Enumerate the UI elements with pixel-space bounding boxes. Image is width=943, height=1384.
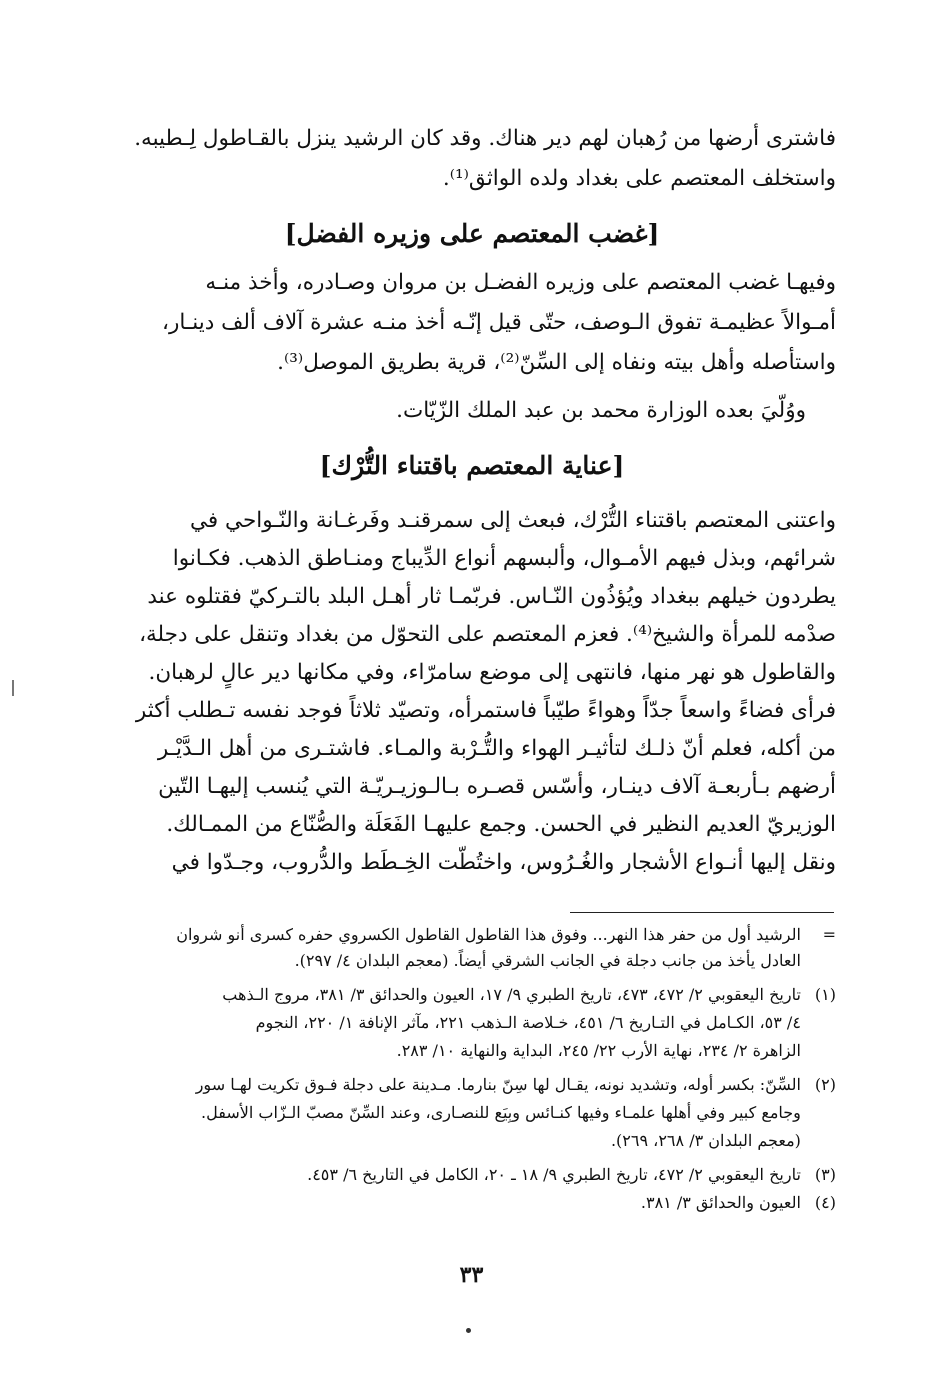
footnote-marker: (٢) bbox=[814, 1075, 836, 1094]
text-line: شرائهم، وبذل فيهم الأمـوال، وألبسهم أنواع الدِّيباج ومنـاطق الذهب. فكـانوا bbox=[172, 546, 836, 571]
section-heading-fadl: [غضب المعتصم على وزيره الفضل] bbox=[284, 219, 660, 248]
scan-edge-mark bbox=[12, 680, 14, 696]
footnote-separator bbox=[570, 912, 834, 913]
footnote-line bbox=[118, 1038, 836, 1064]
footnote-line bbox=[118, 1162, 836, 1188]
footnote-line bbox=[118, 1010, 836, 1036]
text-line: وفيهـا غضب المعتصم على وزيره الفضـل بن مروان وصـادره، وأخذ منـه bbox=[205, 270, 836, 295]
text-line: واستأصله وأهل بيته ونفاه إلى السِّنّ⁽²⁾، قرية بطريق الموصل⁽³⁾. bbox=[277, 350, 836, 375]
footnote-line bbox=[118, 1100, 836, 1126]
scan-dot bbox=[466, 1328, 471, 1333]
text-line: من أكله، فعلم أنّ ذلـك لتأثيـر الهواء والتُّـرْبة والمـاء. فاشتـرى من أهل الـدَّيْـر bbox=[157, 736, 836, 761]
page-number: ٣٣ bbox=[459, 1262, 484, 1288]
footnote-text: ٤/ ٥٣، الكـامل في التـاريخ ٦/ ٤٥١، خـلاصة الـذهب ٢٢١، مآثر الإنافة ١/ ٢٢٠، النجوم bbox=[255, 1013, 801, 1032]
text-line: ووُلّيَ بعده الوزارة محمد بن عبد الملك الزّيّات. bbox=[396, 398, 806, 423]
text-line: والقاطول هو نهر منها، فانتهى إلى موضع سامرّاء، وفي مكانها دير عالٍ لرهبان. bbox=[148, 660, 836, 685]
footnote-text: تاريخ اليعقوبي ٢/ ٤٧٢، تاريخ الطبري ٩/ ١٨ ـ ٢٠، الكامل في التاريخ ٦/ ٤٥٣. bbox=[307, 1165, 801, 1184]
footnote-line bbox=[118, 1072, 836, 1098]
footnote-text: السِّنّ: بكسر أوله، وتشديد نونه، يقـال لها سِنّ بنارما. مـدينة على دجلة فـوق تكريت لهـا سور bbox=[195, 1075, 801, 1094]
section-turks-paragraph bbox=[108, 500, 836, 900]
footnote-text: (معجم البلدان ٣/ ٢٦٨، ٢٦٩). bbox=[610, 1131, 801, 1150]
text-line: فرأى فضاءً واسعاً جدّاً وهواءً طيّباً فاستمرأه، وتصيّد ثلاثاً فوجد نفسه تـطلب أكثر bbox=[135, 698, 836, 723]
footnote-text: الزاهرة ٢/ ٢٣٤، نهاية الأرب ٢٢/ ٢٤٥، البداية والنهاية ١٠/ ٢٨٣. bbox=[396, 1041, 801, 1060]
footnote-line bbox=[118, 1128, 836, 1154]
text-line: يطردون خيلهم ببغداد ويُؤذُون النّـاس. فربّمـا ثار أهـل البلد بالتـركيّ فقتلوه عند bbox=[147, 584, 836, 609]
footnote-marker: (٣) bbox=[814, 1165, 836, 1184]
footnotes bbox=[118, 922, 836, 1222]
footnote-text: العيون والحدائق ٣/ ٣٨١. bbox=[640, 1193, 801, 1212]
text-line: صدْمه للمرأة والشيخ⁽⁴⁾. فعزم المعتصم على التحوّل من بغداد وتنقل على دجلة، bbox=[139, 622, 836, 647]
text-line: ونقل إليها أنـواع الأشجار والغُـرُوس، واختُطّت الخِـطَط والدُّروب، وجـدّوا في bbox=[171, 850, 836, 875]
text-line: فاشترى أرضها من رُهبان لهم دير هناك. وقد كان الرشيد ينزل بالقـاطول لِـطيبه. bbox=[134, 126, 836, 151]
footnote-line bbox=[118, 948, 836, 974]
text-line: أمـوالاً عظيمـة تفوق الـوصف، حتّى قيل إنّـه أخذ منـه عشرة آلاف ألف دينـار، bbox=[162, 310, 836, 335]
text-line: الوزيريّ العديم النظير في الحسن. وجمع عليهـا الفَعَلَة والصُّنّاع من الممـالك. bbox=[166, 812, 836, 837]
footnote-text: العادل يأخذ من جانب دجلة في الجانب الشرقي أيضاً. (معجم البلدان ٤/ ٢٩٧). bbox=[294, 951, 801, 970]
footnote-line bbox=[118, 922, 836, 948]
footnote-marker: (١) bbox=[814, 985, 836, 1004]
footnote-marker: = bbox=[822, 925, 836, 944]
text-line: واعتنى المعتصم باقتناء التُّرْك، فبعث إلى سمرقنـد وفَرغـانة والنّـواحي في bbox=[190, 508, 836, 533]
footnote-marker: (٤) bbox=[814, 1193, 836, 1212]
section-heading-turks: [عناية المعتصم باقتناء التُّرْك] bbox=[319, 451, 625, 480]
intro-paragraph bbox=[108, 118, 836, 202]
footnote-line bbox=[118, 982, 836, 1008]
footnote-text: تاريخ اليعقوبي ٢/ ٤٧٢، ٤٧٣، تاريخ الطبري ٩/ ١٧، العيون والحدائق ٣/ ٣٨١، مروج الـذهب bbox=[222, 985, 801, 1004]
footnote-line bbox=[118, 1190, 836, 1216]
text-line: أرضهم بـأربعـة آلاف دينـار، وأسّس قصـره بـالـوزيـريّـة التي يُنسب إليهـا التّين bbox=[158, 774, 836, 799]
section-fadl-paragraph bbox=[108, 262, 836, 432]
text-line: واستخلف المعتصم على بغداد ولده الواثق⁽¹⁾. bbox=[442, 166, 836, 191]
footnote-text: وجامع كبير وفي أهلها علمـاء وفيها كنـائس وبِيَع للنصـارى، وعند السِّنّ مصبّ الـزّاب الأسفل. bbox=[201, 1103, 801, 1122]
footnote-text: الرشيد أول من حفر هذا النهر... وفوق هذا القاطول القاطول الكسروي حفره كسرى أنو شروان bbox=[176, 925, 801, 944]
